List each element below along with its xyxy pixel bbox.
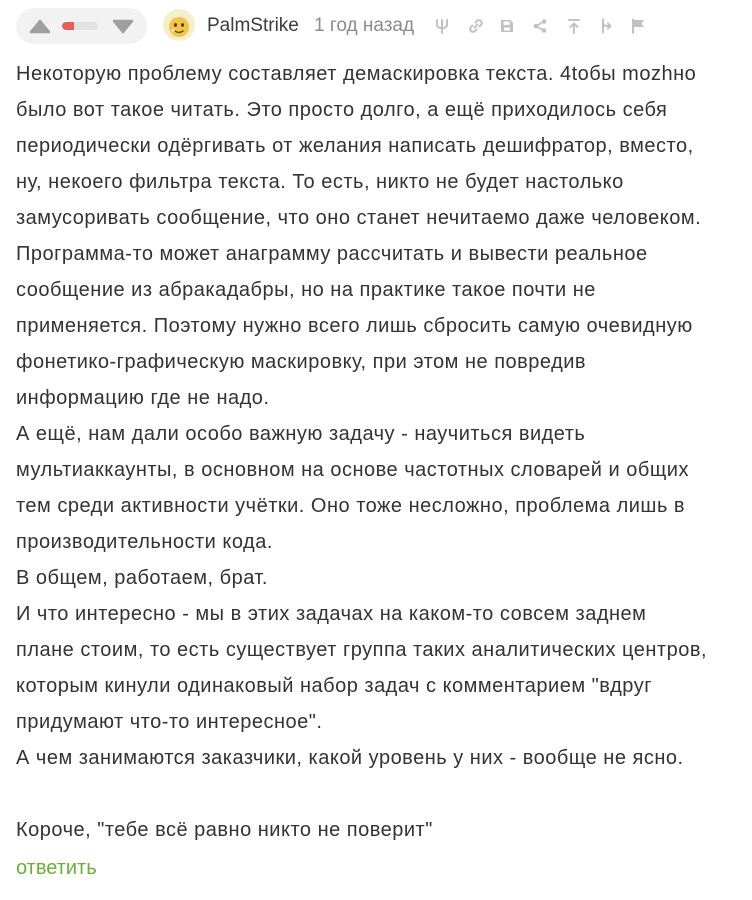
comment-line: В общем, работаем, брат. (16, 567, 268, 589)
comment-line: плане стоим, то есть существует группа таких аналитических центров, (16, 639, 708, 661)
link-icon[interactable] (468, 18, 484, 34)
rating-bar (62, 22, 98, 30)
comment-line: Короче, "тебе всё равно никто не поверит" (16, 819, 433, 841)
comment-line: А чем занимаются заказчики, какой уровень у них - вообще не ясно. (16, 747, 684, 769)
branch-icon[interactable] (434, 18, 450, 34)
rating-widget (16, 8, 147, 44)
comment-line: информацию где не надо. (16, 387, 270, 409)
thread-icon[interactable] (598, 18, 614, 34)
upvote-button[interactable] (29, 19, 51, 34)
comment-line: Некоторую проблему составляет демаскировка текста. 4tобы mozhно (16, 63, 697, 85)
empty-line (16, 776, 736, 812)
yellow-face-avatar (163, 9, 195, 41)
comment-line: А ещё, нам дали особо важную задачу - научиться видеть (16, 423, 586, 445)
comment-paragraph (16, 560, 736, 596)
comment-line: применяется. Поэтому нужно всего лишь сбросить самую очевидную (16, 315, 693, 337)
comment-line: ну, некоего фильтра текста. То есть, никто не будет настолько (16, 171, 624, 193)
arrow-up-to-line-icon[interactable] (566, 18, 582, 34)
comment-paragraph (16, 596, 736, 740)
comment-line: замусоривать сообщение, что оно станет нечитаемо даже человеком. (16, 207, 702, 229)
comment-paragraph (16, 416, 736, 560)
downvote-button[interactable] (112, 19, 134, 34)
comment-line: которым кинули одинаковый набор задач с комментарием "вдруг (16, 675, 652, 697)
timestamp[interactable]: 1 год назад (314, 15, 415, 36)
triangle-down-icon (112, 19, 134, 34)
comment-header (0, 0, 752, 52)
reply-link[interactable]: ответить (16, 857, 97, 879)
share-icon[interactable] (532, 18, 548, 34)
comment-line: производительности кода. (16, 531, 273, 553)
comment-line: было вот такое читать. Это просто долго, а ещё приходилось себя (16, 99, 668, 121)
comment-line: периодически одёргивать от желания написать дешифратор, вместо, (16, 135, 694, 157)
comment-line: Программа-то может анаграмму рассчитать и вывести реальное (16, 243, 648, 265)
rating-bar-negative (62, 22, 74, 30)
flag-icon[interactable] (630, 18, 646, 34)
avatar[interactable] (163, 9, 195, 41)
triangle-up-icon (29, 19, 51, 34)
save-icon[interactable] (499, 18, 515, 34)
comment-line: фонетико-графическую маскировку, при этом не повредив (16, 351, 587, 373)
comment-paragraph (16, 740, 736, 776)
author-name[interactable]: PalmStrike (207, 15, 299, 36)
comment-line: И что интересно - мы в этих задачах на каком-то совсем заднем (16, 603, 647, 625)
comment-line: мультиаккаунты, в основном на основе частотных словарей и общих (16, 459, 689, 481)
comment-paragraph (16, 812, 736, 848)
comment-body (16, 56, 736, 848)
comment-line: придумают что-то интересное". (16, 711, 323, 733)
comment-line: сообщение из абракадабры, но на практике такое почти не (16, 279, 596, 301)
comment-line: тем среди активности учётки. Оно тоже несложно, проблема лишь в (16, 495, 686, 517)
comment-paragraph (16, 56, 736, 416)
